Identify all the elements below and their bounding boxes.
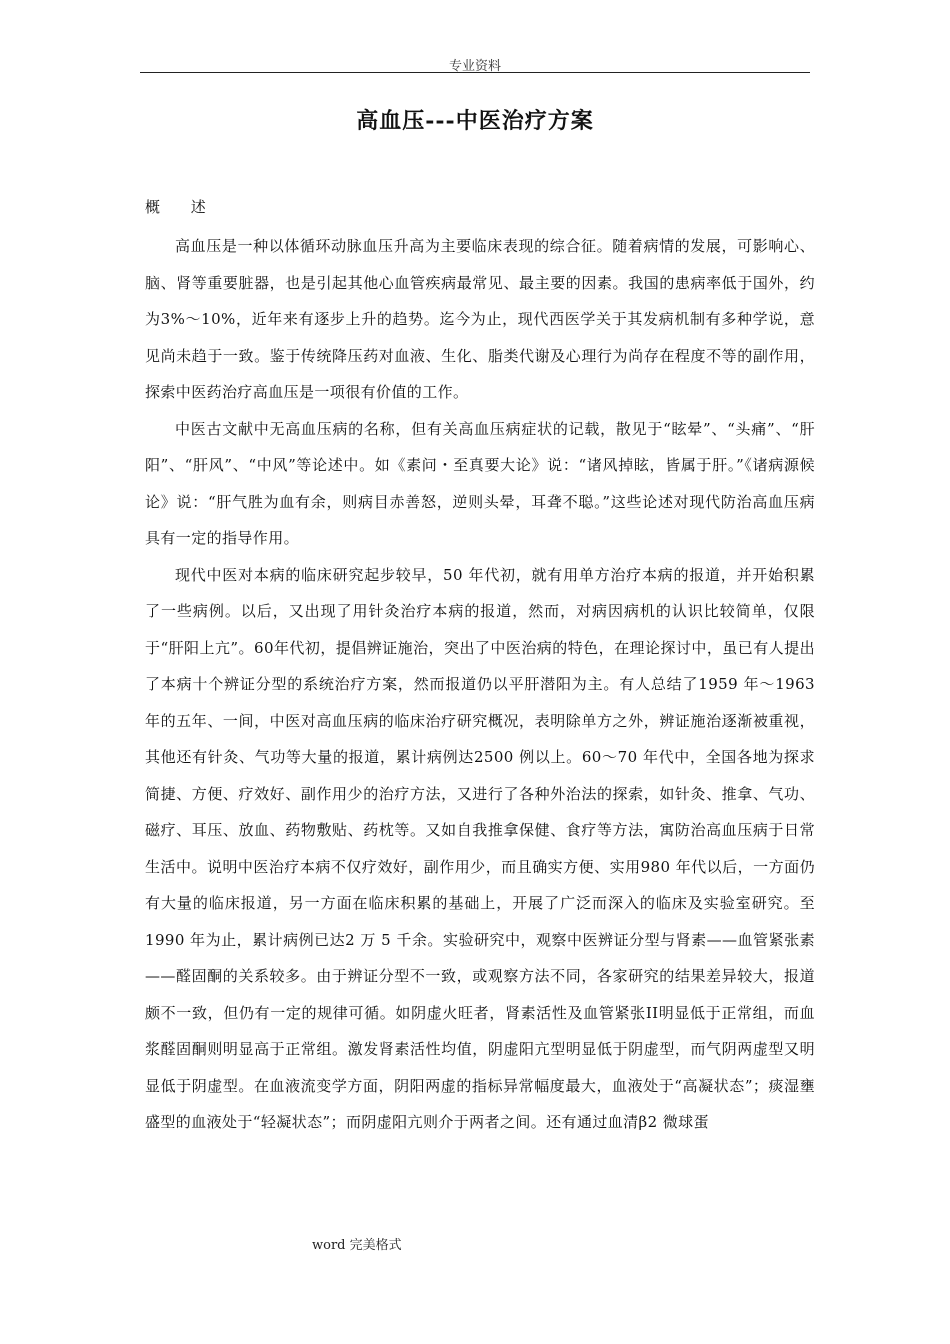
paragraph-ancient-literature: 中医古文献中无高血压病的名称，但有关高血压病症状的记载，散见于“眩晕”、“头痛”、“肝阳”、“肝风”、“中风”等论述中。如《素问・至真要大论》说：“诸风掉眩，皆属于肝。”《诸病源候论》说：“肝气胜为血有余，则病目赤善怒，逆则头晕，耳聋不聪。”这些论述对现代防治高血压病具有一定的指导作用。 (145, 419, 815, 547)
section-heading: 概 述 (145, 198, 206, 216)
document-title: 高血压---中医治疗方案 (356, 108, 594, 134)
page-header: 专业资料 (448, 59, 501, 74)
paragraph-modern-research: 现代中医对本病的临床研究起步较早，50 年代初，就有用单方治疗本病的报道，并开始积累了一些病例。以后，又出现了用针灸治疗本病的报道，然而，对病因病机的认识比较简单，仅限于“肝阳上亢”。60年代初，提倡辨证施治，突出了中医治病的特色，在理论探讨中，虽已有人提出了本病十个辨证分型的系统治疗方案，然而报道仍以平肝潜阳为主。有人总结了1959 年～1963 年的五年、一间，中医对高血压病的临床治疗研究概况，表明除单方之外，辨证施治逐渐被重视，其他还有针灸、气功等大量的报道，累计病例达2500 例以上。60～70 年代中，全国各地为探求简捷、方便、疗效好、副作用少的治疗方法，又进行了各种外治法的探索，如针灸、推拿、气功、磁疗、耳压、放血、药物敷贴、药枕等。又如自我推拿保健、食疗等方法，寓防治高血压病于日常生活中。说明中医治疗本病不仅疗效好，副作用少，而且确实方便、实用980 年代以后，一方面仍有大量的临床报道，另一方面在临床积累的基础上，开展了广泛而深入的临床及实验室研究。至1990 年为止，累计病例已达2 万 5 千余。实验研究中，观察中医辨证分型与肾素——血管紧张素——醛固酮的关系较多。由于辨证分型不一致，或观察方法不同，各家研究的结果差异较大，报道颇不一致，但仍有一定的规律可循。如阴虚火旺者，肾素活性及血管紧张II明显低于正常组，而血浆醛固酮则明显高于正常组。激发肾素活性均值，阴虚阳亢型明显低于阴虚型，而气阴两虚型又明显低于阴虚型。在血液流变学方面，阴阳两虚的指标异常幅度最大，血液处于“高凝状态”；痰湿壅盛型的血液处于“轻凝状态”；而阴虚阳亢则介于两者之间。还有通过血清β2 微球蛋 (145, 565, 815, 1131)
header-divider (140, 72, 810, 73)
page-footer: word 完美格式 (312, 1238, 402, 1253)
body-text (145, 228, 815, 1141)
paragraph-overview: 高血压是一种以体循环动脉血压升高为主要临床表现的综合征。随着病情的发展，可影响心、脑、肾等重要脏器，也是引起其他心血管疾病最常见、最主要的因素。我国的患病率低于国外，约为3%～10%，近年来有逐步上升的趋势。迄今为止，现代西医学关于其发病机制有多种学说，意见尚未趋于一致。鉴于传统降压药对血液、生化、脂类代谢及心理行为尚存在程度不等的副作用，探索中医药治疗高血压是一项很有价值的工作。 (145, 237, 815, 401)
